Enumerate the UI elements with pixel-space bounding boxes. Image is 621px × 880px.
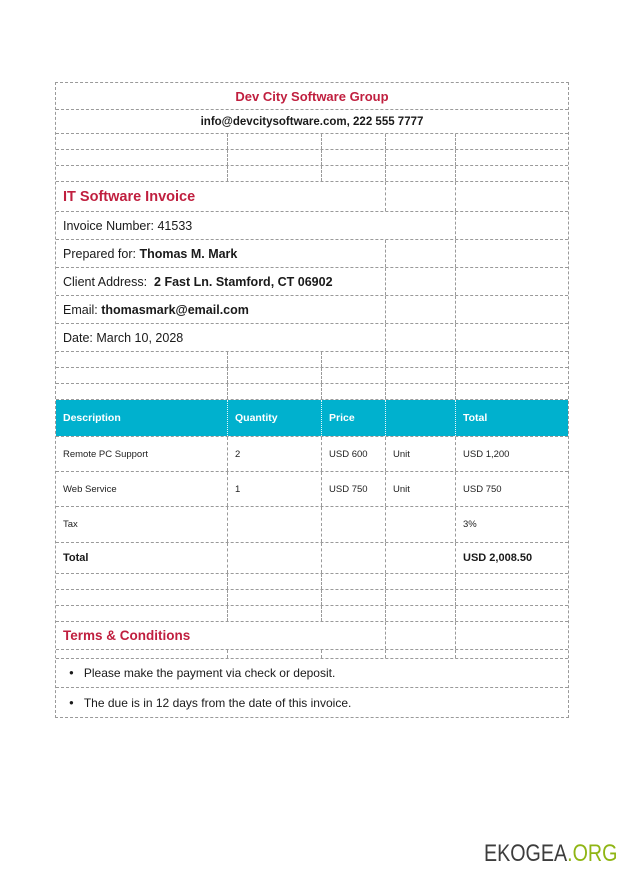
empty-cell — [322, 590, 386, 605]
invoice-number — [56, 212, 456, 239]
bullet-icon: ● — [69, 668, 74, 677]
field-value: 2 Fast Ln. Stamford, CT 06902 — [154, 274, 333, 289]
empty-cell — [386, 240, 456, 267]
invoice-number-row — [56, 212, 568, 240]
empty-cell — [56, 574, 228, 589]
company-contact: info@devcitysoftware.com, 222 555 7777 — [200, 115, 424, 128]
terms-item — [56, 659, 568, 687]
empty-cell — [386, 622, 456, 649]
item-total: USD 750 — [463, 483, 502, 495]
empty-cell — [386, 574, 456, 589]
empty-row — [56, 606, 568, 622]
field-label: Invoice Number: — [63, 218, 158, 233]
prepared-for-row — [56, 240, 568, 268]
empty-cell — [386, 384, 456, 399]
terms-title-row — [56, 622, 568, 650]
empty-cell — [322, 574, 386, 589]
empty-cell — [56, 606, 228, 621]
empty-cell — [228, 134, 322, 149]
empty-cell — [386, 590, 456, 605]
tax-label: Tax — [56, 507, 228, 542]
client-email — [56, 296, 386, 323]
terms-item-row — [56, 659, 568, 688]
field-label: Prepared for: — [63, 246, 140, 261]
empty-cell — [322, 166, 386, 181]
empty-row — [56, 150, 568, 166]
tax-row — [56, 507, 568, 543]
empty-cell — [322, 543, 386, 573]
empty-cell — [322, 352, 386, 367]
empty-cell — [456, 384, 568, 399]
item-quantity: 2 — [228, 437, 322, 471]
field-value: 41533 — [157, 218, 193, 233]
empty-cell — [56, 134, 228, 149]
field-value: thomasmark@email.com — [101, 302, 249, 317]
empty-row — [56, 368, 568, 384]
column-header-description: Description — [56, 400, 228, 436]
bullet-icon: ● — [69, 697, 74, 707]
email-row — [56, 296, 568, 324]
company-contact-row — [56, 110, 568, 134]
empty-cell — [386, 150, 456, 165]
empty-cell — [386, 650, 456, 658]
empty-cell — [322, 606, 386, 621]
total-label: Total — [56, 543, 228, 573]
empty-cell — [456, 134, 568, 149]
terms-item-text: Please make the payment via check or deposit. — [83, 666, 336, 680]
item-description: Web Service — [56, 472, 228, 506]
date-row — [56, 324, 568, 352]
empty-cell — [456, 212, 568, 239]
item-total: USD 1,200 — [463, 448, 510, 460]
terms-item-row — [56, 688, 568, 717]
empty-cell — [456, 352, 568, 367]
empty-row — [56, 590, 568, 606]
client-address-row — [56, 268, 568, 296]
empty-cell — [322, 150, 386, 165]
empty-row — [56, 134, 568, 150]
empty-cell — [228, 574, 322, 589]
field-label: Date: — [63, 330, 97, 345]
empty-cell — [228, 368, 322, 383]
empty-cell — [456, 182, 568, 211]
column-header-price: Price — [322, 400, 386, 436]
item-description: Remote PC Support — [56, 437, 228, 471]
empty-cell — [228, 352, 322, 367]
ekogea-logo — [484, 840, 617, 868]
empty-cell — [456, 622, 568, 649]
empty-cell — [228, 590, 322, 605]
empty-cell — [56, 650, 228, 658]
item-price: USD 750 — [322, 472, 386, 506]
empty-cell — [228, 384, 322, 399]
total-row — [56, 543, 568, 574]
terms-title: Terms & Conditions — [56, 622, 386, 649]
empty-cell — [386, 166, 456, 181]
empty-cell — [386, 324, 456, 351]
field-value: Thomas M. Mark — [139, 246, 238, 261]
empty-cell — [228, 507, 322, 542]
empty-cell — [456, 150, 568, 165]
empty-cell — [386, 352, 456, 367]
empty-cell — [456, 606, 568, 621]
empty-row — [56, 384, 568, 400]
empty-cell — [386, 296, 456, 323]
empty-row — [56, 352, 568, 368]
empty-cell — [386, 606, 456, 621]
logo-text-green: .ORG — [567, 840, 618, 867]
empty-cell — [56, 166, 228, 181]
company-title-row — [56, 83, 568, 110]
empty-cell — [456, 368, 568, 383]
empty-cell — [386, 134, 456, 149]
item-unit: Unit — [386, 472, 456, 506]
empty-cell — [456, 296, 568, 323]
column-header-quantity: Quantity — [228, 400, 322, 436]
item-price: USD 600 — [322, 437, 386, 471]
terms-item-text: The due is in 12 days from the date of this invoice. — [83, 695, 352, 710]
empty-cell — [322, 507, 386, 542]
invoice-title-row — [56, 182, 568, 212]
empty-cell — [456, 650, 568, 658]
item-quantity: 1 — [228, 472, 322, 506]
empty-cell — [456, 574, 568, 589]
items-header-row — [56, 400, 568, 437]
invoice-date — [56, 324, 386, 351]
empty-cell — [322, 384, 386, 399]
item-unit: Unit — [386, 437, 456, 471]
column-header-unit — [386, 400, 456, 436]
empty-cell — [386, 368, 456, 383]
field-label: Email: — [63, 302, 102, 317]
client-address — [56, 268, 386, 295]
empty-cell — [456, 590, 568, 605]
empty-cell — [456, 324, 568, 351]
column-header-total: Total — [456, 400, 568, 436]
invoice-title: IT Software Invoice — [56, 182, 386, 211]
empty-cell — [456, 166, 568, 181]
logo-text-dark: EKOGEA — [484, 840, 568, 867]
terms-item — [56, 688, 568, 717]
empty-cell — [322, 650, 386, 658]
empty-cell — [228, 543, 322, 573]
empty-cell — [228, 650, 322, 658]
field-label: Client Address: — [63, 274, 155, 289]
empty-cell — [56, 150, 228, 165]
empty-cell — [56, 384, 228, 399]
empty-row — [56, 650, 568, 659]
table-row — [56, 437, 568, 472]
table-row — [56, 472, 568, 507]
invoice-sheet — [55, 82, 569, 718]
empty-cell — [56, 352, 228, 367]
empty-cell — [228, 150, 322, 165]
empty-cell — [228, 606, 322, 621]
prepared-for — [56, 240, 386, 267]
empty-cell — [386, 268, 456, 295]
empty-cell — [56, 368, 228, 383]
field-value: March 10, 2028 — [96, 330, 184, 345]
empty-cell — [322, 368, 386, 383]
empty-cell — [456, 240, 568, 267]
empty-cell — [386, 182, 456, 211]
empty-cell — [386, 507, 456, 542]
empty-row — [56, 166, 568, 182]
empty-cell — [456, 268, 568, 295]
empty-cell — [322, 134, 386, 149]
tax-value: 3% — [463, 519, 477, 530]
empty-cell — [386, 543, 456, 573]
total-value: USD 2,008.50 — [463, 552, 533, 564]
empty-cell — [56, 590, 228, 605]
empty-cell — [228, 166, 322, 181]
empty-row — [56, 574, 568, 590]
company-name: Dev City Software Group — [235, 88, 389, 104]
